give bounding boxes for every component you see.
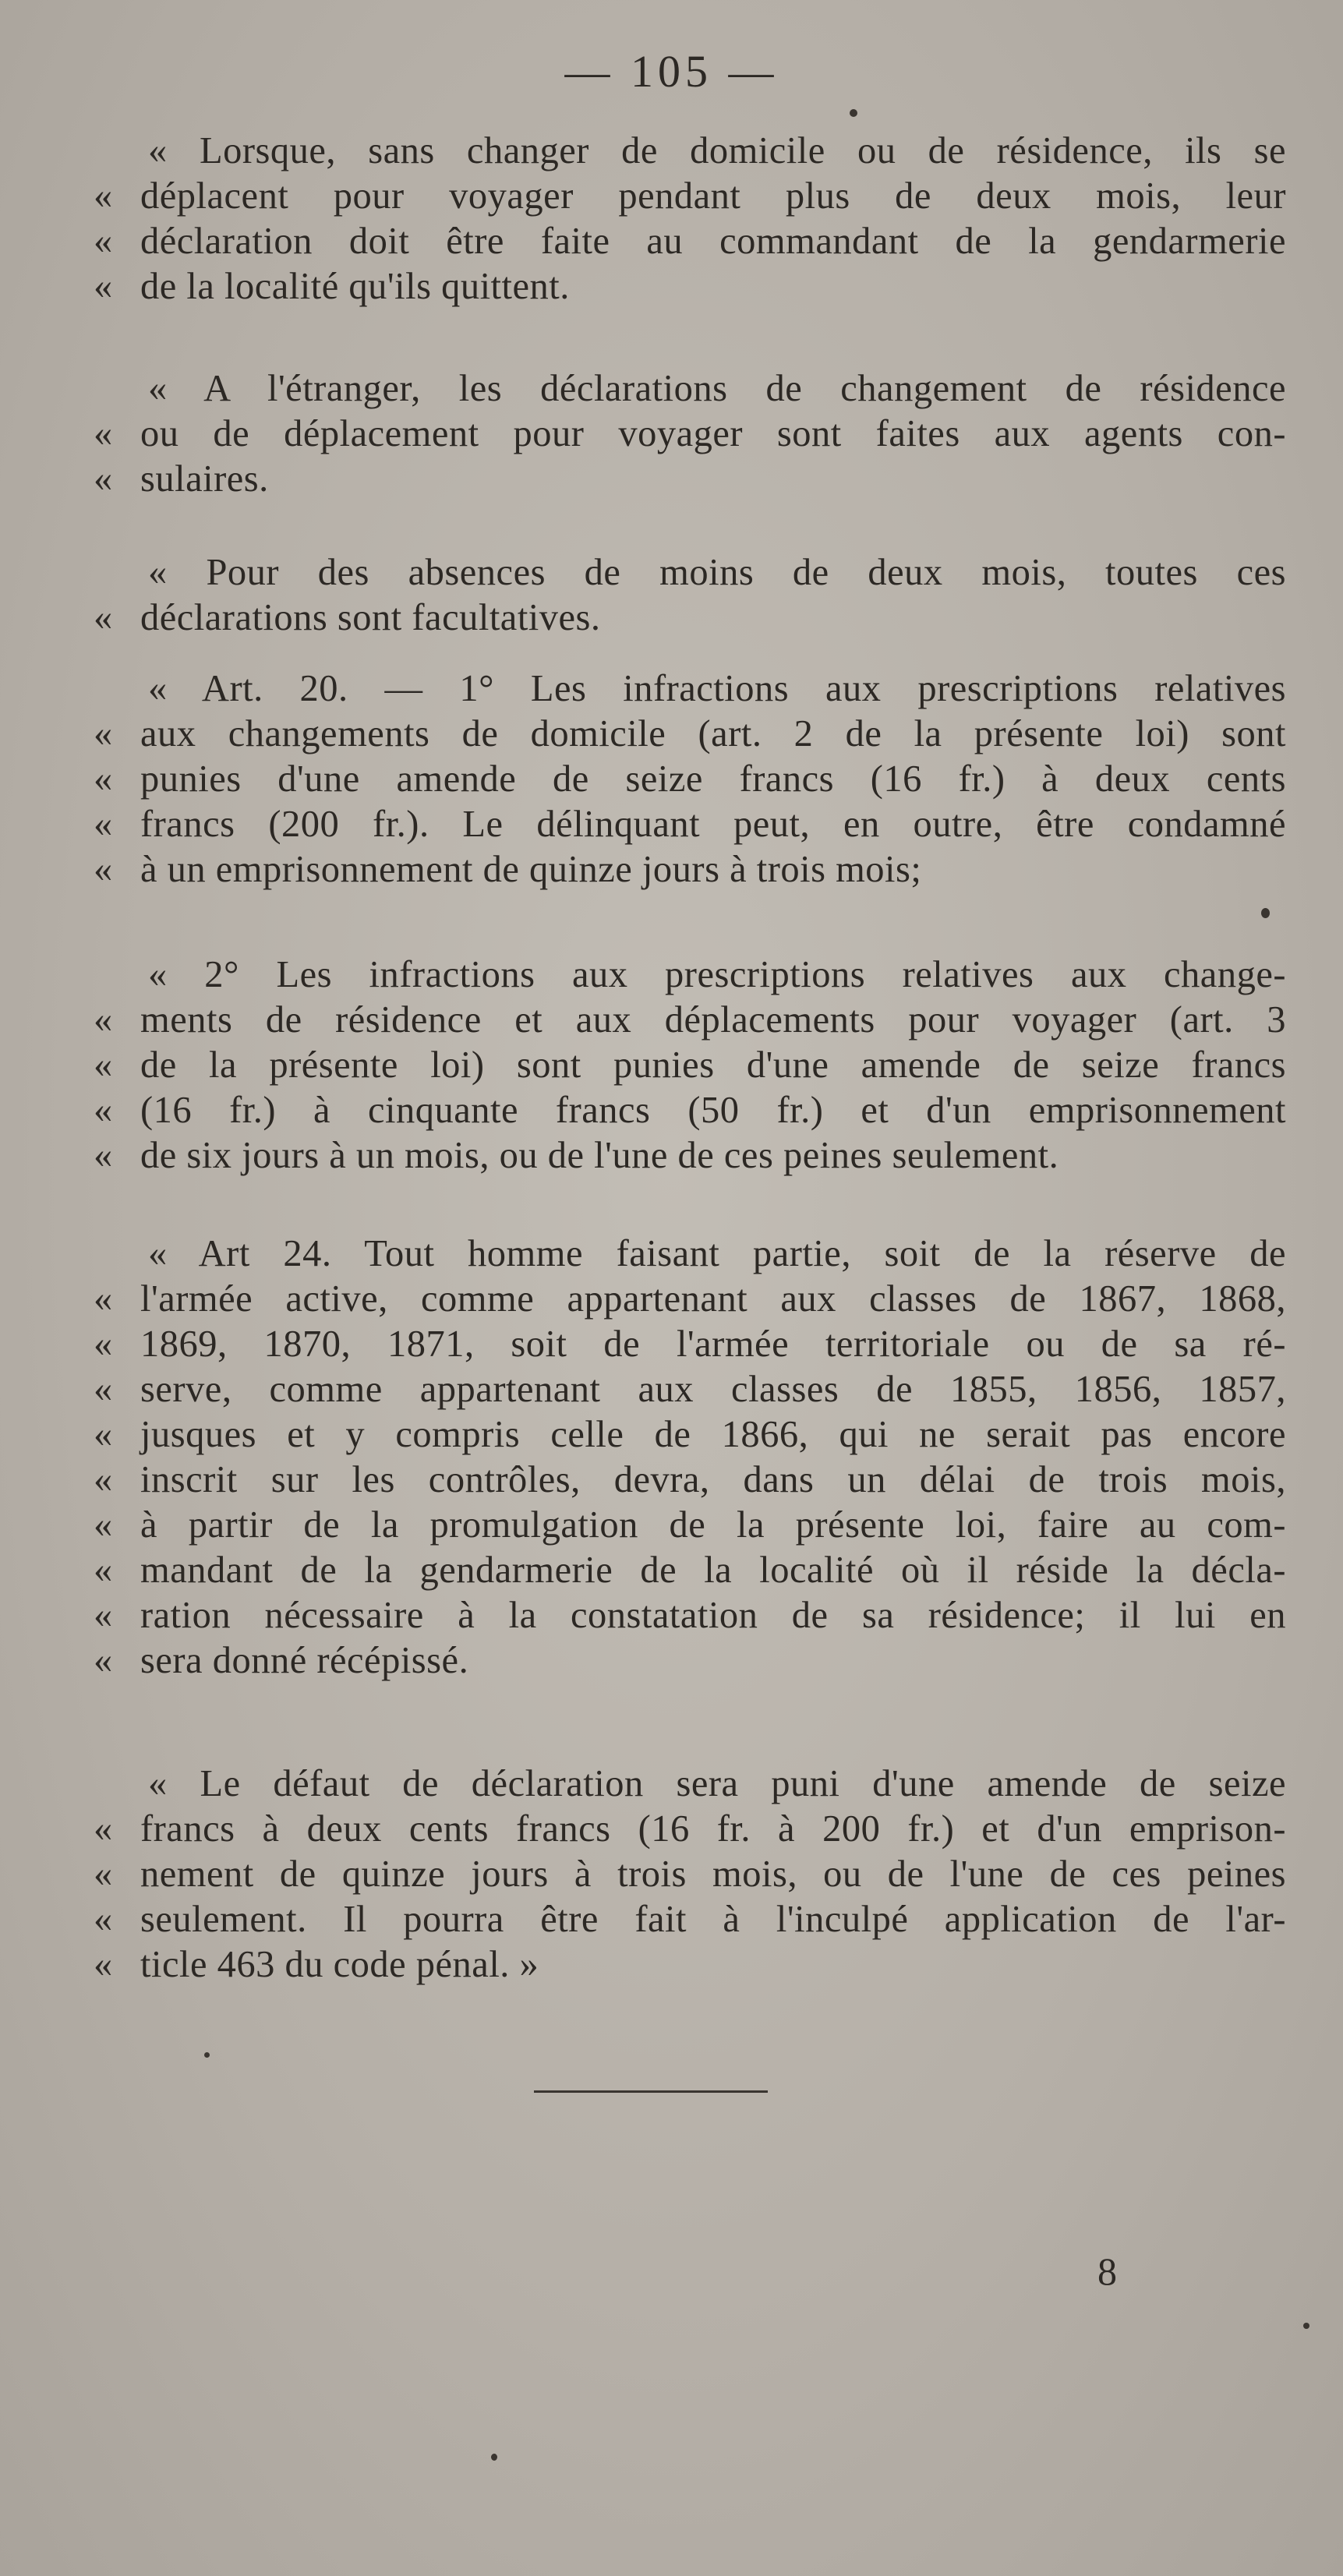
ink-speck — [204, 2052, 210, 2058]
text-line — [94, 847, 1286, 892]
text-line — [94, 457, 1286, 502]
text-line — [94, 1548, 1286, 1593]
guillemet-margin: « — [94, 804, 113, 845]
page-number: — 105 — — [564, 46, 779, 97]
paragraph — [94, 129, 1286, 309]
text-line — [94, 550, 1286, 595]
text-line — [94, 1593, 1286, 1638]
signature-mark: 8 — [1097, 2249, 1117, 2293]
line-text: « Art 24. Tout homme faisant partie, soit de la réserve de — [148, 1233, 1286, 1274]
text-line — [94, 1852, 1286, 1897]
guillemet-margin: « — [94, 221, 113, 262]
guillemet-margin: « — [94, 266, 113, 307]
text-line — [94, 174, 1286, 219]
line-text: « Le défaut de déclaration sera puni d'une amende de seize — [148, 1763, 1286, 1804]
line-text: « A l'étranger, les déclarations de changement de résidence — [148, 368, 1286, 409]
text-line — [94, 1762, 1286, 1807]
line-text: de la localité qu'ils quittent. — [140, 266, 570, 307]
text-line — [94, 264, 1286, 309]
guillemet-margin: « — [94, 1808, 113, 1850]
guillemet-margin: « — [94, 413, 113, 454]
text-line — [94, 366, 1286, 412]
line-text: ou de déplacement pour voyager sont faites aux agents con- — [140, 413, 1286, 454]
guillemet-margin: « — [94, 1459, 113, 1500]
line-text: « 2° Les infractions aux prescriptions relatives aux change- — [148, 954, 1286, 995]
text-line — [94, 1231, 1286, 1277]
text-line — [94, 1322, 1286, 1367]
line-text: mandant de la gendarmerie de la localité où il réside la décla- — [140, 1549, 1286, 1591]
guillemet-margin: « — [94, 713, 113, 754]
guillemet-margin: « — [94, 1369, 113, 1410]
paragraph — [94, 666, 1286, 892]
text-line — [94, 1458, 1286, 1503]
guillemet-margin: « — [94, 1549, 113, 1591]
guillemet-margin: « — [94, 849, 113, 890]
line-text: (16 fr.) à cinquante francs (50 fr.) et d'un emprisonnement — [140, 1090, 1286, 1131]
line-text: sera donné récépissé. — [140, 1640, 469, 1681]
paragraph — [94, 550, 1286, 641]
line-text: jusques et y compris celle de 1866, qui ne serait pas encore — [140, 1414, 1286, 1455]
text-line — [94, 1043, 1286, 1088]
guillemet-margin: « — [94, 1853, 113, 1895]
text-line — [94, 412, 1286, 457]
line-text: 1869, 1870, 1871, soit de l'armée territoriale ou de sa ré- — [140, 1323, 1286, 1365]
text-line — [94, 666, 1286, 712]
guillemet-margin: « — [94, 758, 113, 800]
text-line — [94, 757, 1286, 802]
guillemet-margin: « — [94, 1414, 113, 1455]
line-text: francs à deux cents francs (16 fr. à 200 fr.) et d'un emprison- — [140, 1808, 1286, 1850]
guillemet-margin: « — [94, 1323, 113, 1365]
text-line — [94, 712, 1286, 757]
guillemet-margin: « — [94, 1640, 113, 1681]
guillemet-margin: « — [94, 1944, 113, 1985]
guillemet-margin: « — [94, 458, 113, 500]
guillemet-margin: « — [94, 1595, 113, 1636]
ink-speck — [1261, 908, 1270, 918]
paragraph — [94, 1762, 1286, 1988]
line-text: nement de quinze jours à trois mois, ou de l'une de ces peines — [140, 1853, 1286, 1895]
text-line — [94, 219, 1286, 264]
line-text: déclaration doit être faite au commandant de la gendarmerie — [140, 221, 1286, 262]
line-text: ration nécessaire à la constatation de sa résidence; il lui en — [140, 1595, 1286, 1636]
text-line — [94, 1942, 1286, 1988]
line-text: inscrit sur les contrôles, devra, dans un délai de trois mois, — [140, 1459, 1286, 1500]
line-text: à partir de la promulgation de la présente loi, faire au com- — [140, 1504, 1286, 1546]
text-line — [94, 802, 1286, 847]
line-text: aux changements de domicile (art. 2 de la présente loi) sont — [140, 713, 1286, 754]
text-line — [94, 1807, 1286, 1852]
ink-speck — [850, 109, 857, 117]
line-text: punies d'une amende de seize francs (16 fr.) à deux cents — [140, 758, 1286, 800]
ink-speck — [491, 2454, 497, 2461]
text-line — [94, 1897, 1286, 1942]
line-text: serve, comme appartenant aux classes de 1855, 1856, 1857, — [140, 1369, 1286, 1410]
text-line — [94, 595, 1286, 641]
line-text: de six jours à un mois, ou de l'une de ces peines seulement. — [140, 1135, 1059, 1176]
ink-speck — [1303, 2323, 1309, 2329]
guillemet-margin: « — [94, 1135, 113, 1176]
text-line — [94, 1133, 1286, 1178]
guillemet-margin: « — [94, 175, 113, 217]
guillemet-margin: « — [94, 999, 113, 1041]
line-text: seulement. Il pourra être fait à l'inculpé application de l'ar- — [140, 1899, 1286, 1940]
text-line — [94, 1638, 1286, 1684]
text-line — [94, 1367, 1286, 1412]
text-line — [94, 952, 1286, 998]
paragraph — [94, 1231, 1286, 1684]
text-line — [94, 1503, 1286, 1548]
text-line — [94, 129, 1286, 174]
paragraph — [94, 366, 1286, 502]
text-line — [94, 1088, 1286, 1133]
guillemet-margin: « — [94, 1899, 113, 1940]
text-line — [94, 998, 1286, 1043]
line-text: francs (200 fr.). Le délinquant peut, en outre, être condamné — [140, 804, 1286, 845]
paragraph — [94, 952, 1286, 1178]
guillemet-margin: « — [94, 1044, 113, 1086]
line-text: ticle 463 du code pénal. » — [140, 1944, 539, 1985]
line-text: à un emprisonnement de quinze jours à trois mois; — [140, 849, 922, 890]
text-line — [94, 1277, 1286, 1322]
guillemet-margin: « — [94, 1090, 113, 1131]
text-line — [94, 1412, 1286, 1458]
line-text: sulaires. — [140, 458, 269, 500]
closing-rule — [534, 2090, 768, 2093]
line-text: « Lorsque, sans changer de domicile ou de résidence, ils se — [148, 130, 1286, 171]
line-text: « Pour des absences de moins de deux mois, toutes ces — [148, 552, 1286, 593]
line-text: l'armée active, comme appartenant aux classes de 1867, 1868, — [140, 1278, 1286, 1320]
guillemet-margin: « — [94, 1278, 113, 1320]
guillemet-margin: « — [94, 597, 113, 638]
guillemet-margin: « — [94, 1504, 113, 1546]
line-text: ments de résidence et aux déplacements pour voyager (art. 3 — [140, 999, 1286, 1041]
line-text: déclarations sont facultatives. — [140, 597, 601, 638]
line-text: de la présente loi) sont punies d'une amende de seize francs — [140, 1044, 1286, 1086]
line-text: déplacent pour voyager pendant plus de deux mois, leur — [140, 175, 1286, 217]
line-text: « Art. 20. — 1° Les infractions aux prescriptions relatives — [148, 668, 1286, 709]
